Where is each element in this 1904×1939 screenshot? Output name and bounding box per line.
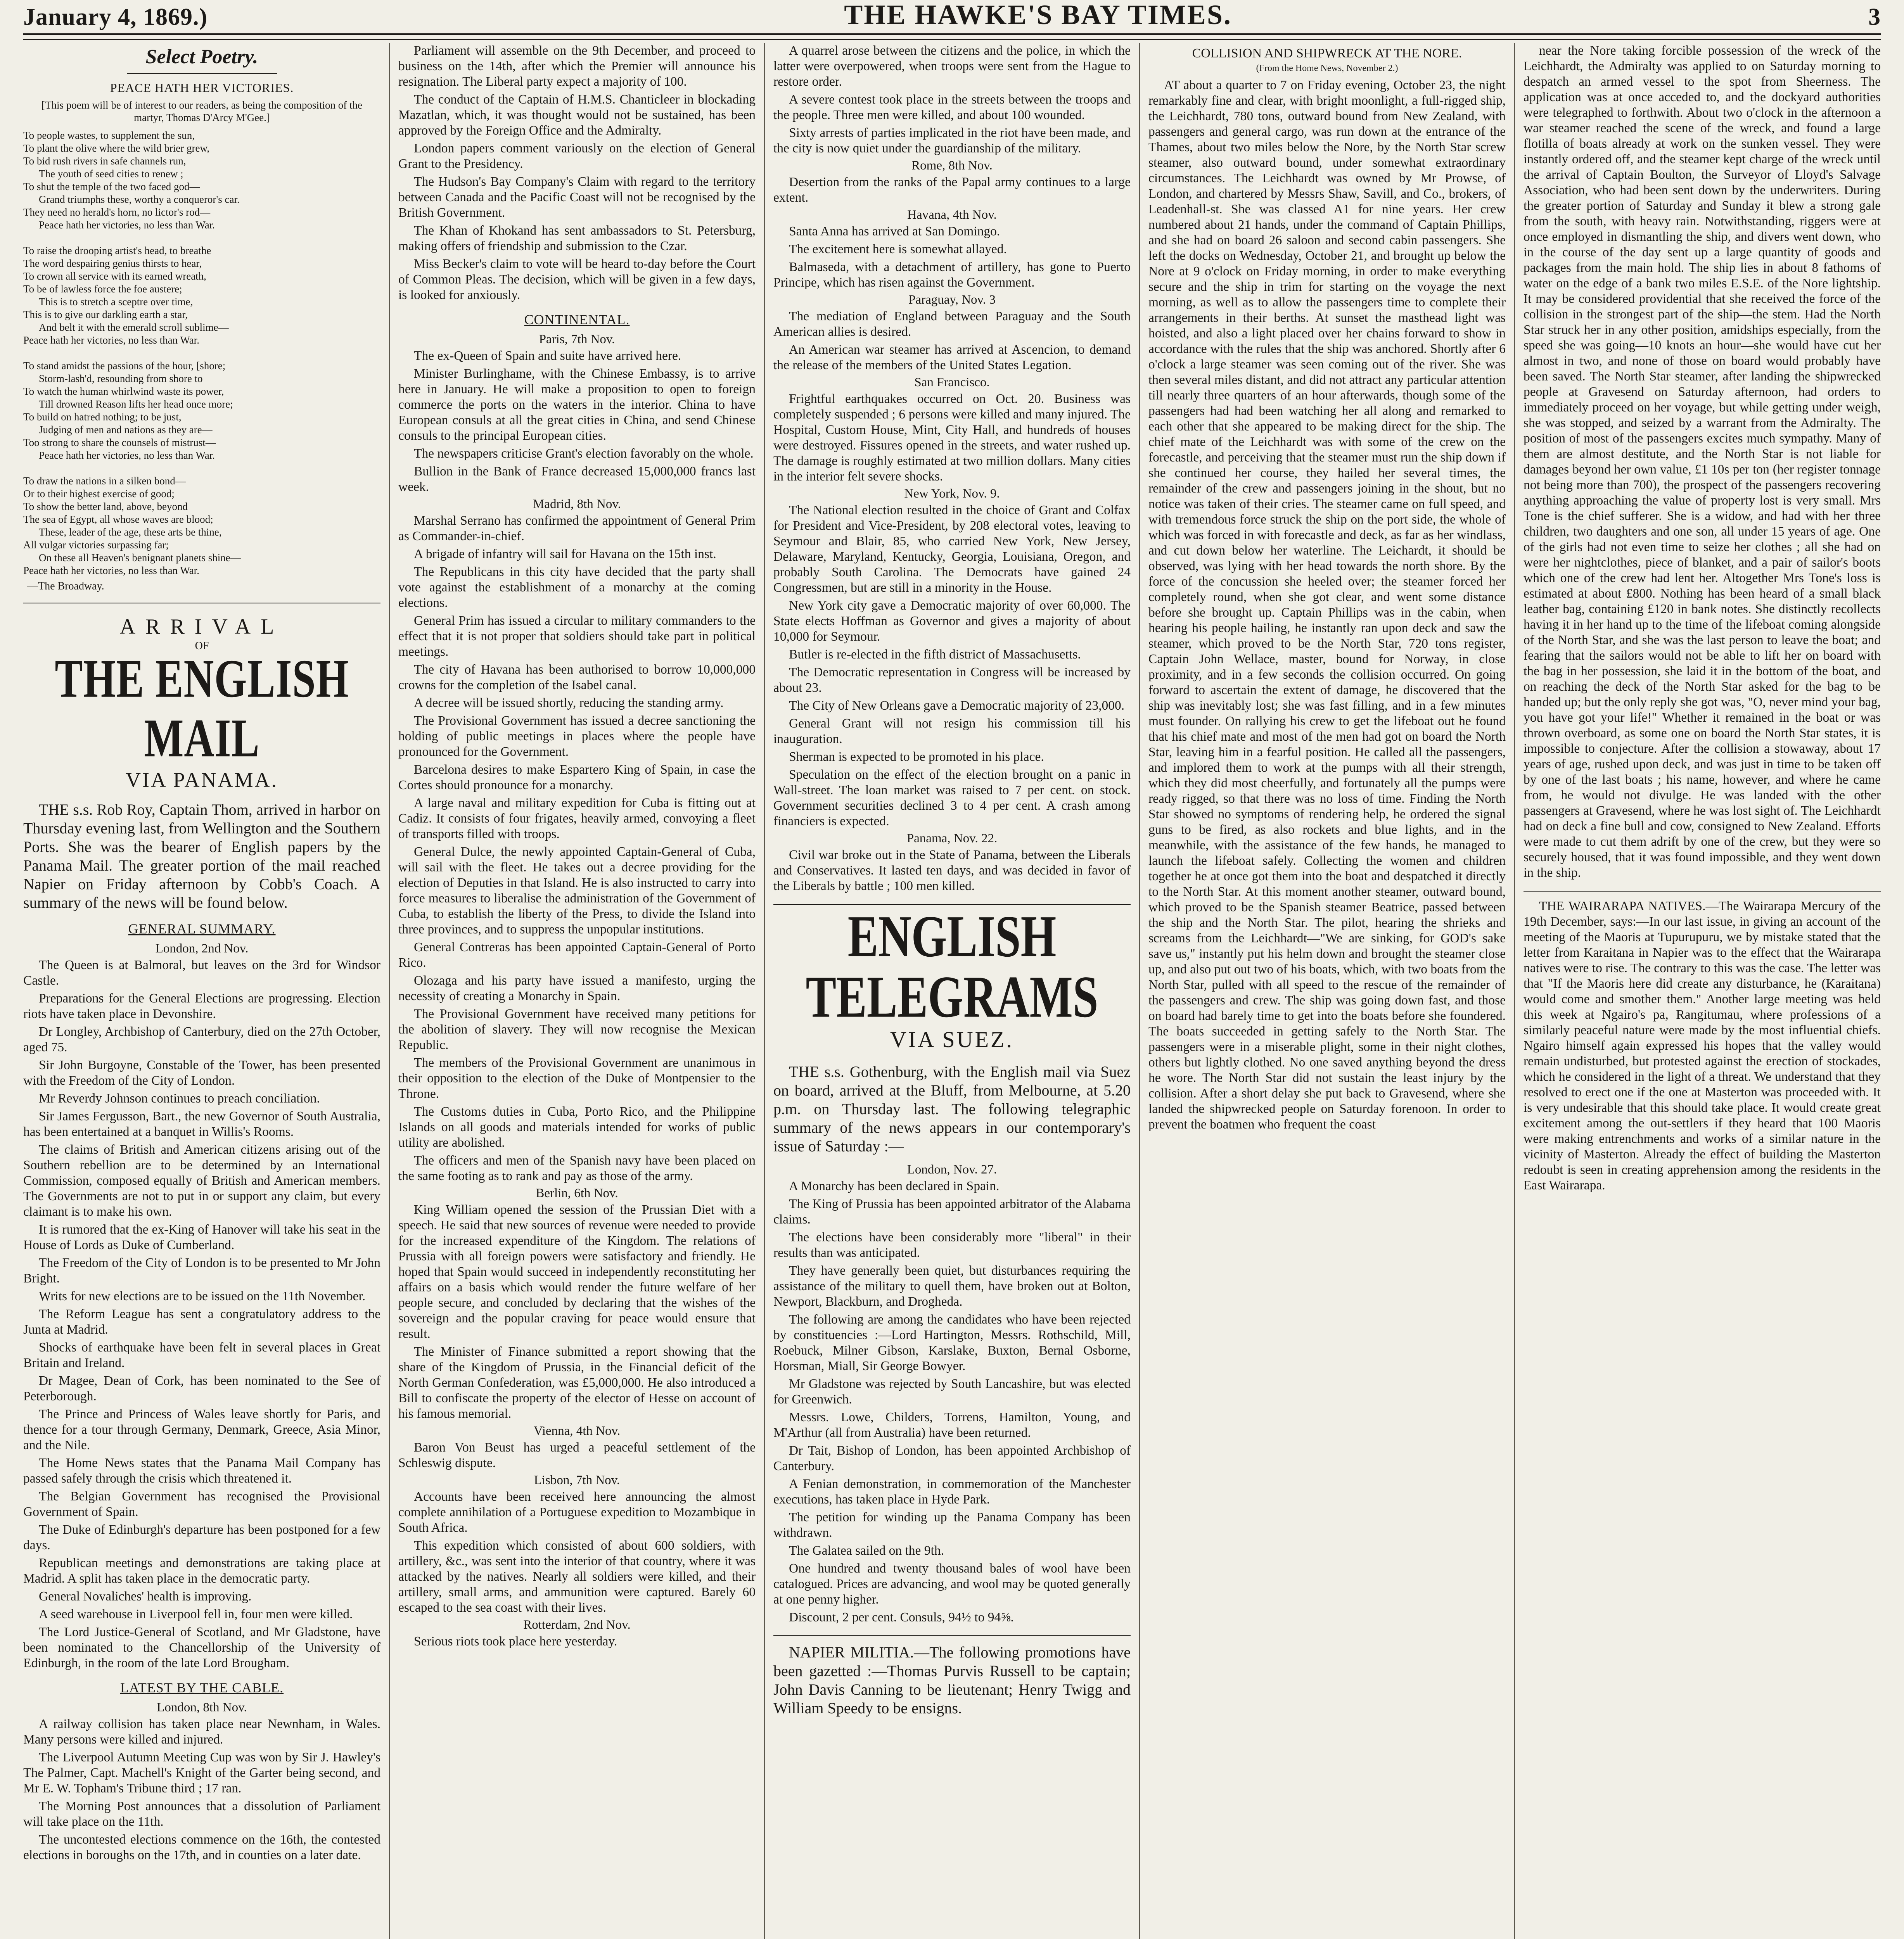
article-paragraph: The Belgian Government has recognised the Provisional Government of Spain. [23,1489,380,1519]
issue-date: January 4, 1869.) [23,4,208,30]
poem-line: To show the better land, above, beyond [23,501,188,512]
article-paragraph: Republican meetings and demonstrations are taking place at Madrid. A split has taken place in the democratic party. [23,1556,380,1586]
divider [127,73,277,74]
article-paragraph: Barcelona desires to make Espartero King of Spain, in case the Cortes should pronounce for a monarchy. [398,762,756,792]
article-paragraph: King William opened the session of the Prussian Diet with a speech. He said that new sources of revenue were needed to provide for the increased expenditure of the Kingdom. The relations of Prussia with all foreign powers were satisfactory and friendly. He hoped that Spain would succeed in independently reconstituting her affairs on a basis which would render the future welfare of her people secure, and concluded by declaring that the wishes of the sovereign and the popular craving for peace would ensure that result. [398,1203,756,1341]
militia-paragraph: NAPIER MILITIA.—The following promotions have been gazetted :—Thomas Purvis Russell to be captain; John Davis Canning to be lieutenant; Henry Twigg and William Speedy to be ensigns. [773,1643,1131,1717]
poem-line: This is to give our darkling earth a star, [23,309,188,320]
article-paragraph: Desertion from the ranks of the Papal army continues to a large extent. [773,175,1131,205]
poem-line: Or to their highest exercise of good; [23,488,175,499]
poem-line: To watch the human whirlwind waste its power, [23,385,224,397]
article-paragraph: Mr Reverdy Johnson continues to preach conciliation. [39,1091,320,1106]
divider [773,1635,1131,1636]
article-paragraph: General Grant will not resign his commission till his inauguration. [773,716,1131,746]
poetry-heading: Select Poetry. [145,46,258,68]
column-1 [23,43,389,1939]
dateline: Panama, Nov. 22. [906,831,998,845]
continental-heading: CONTINENTAL. [524,312,630,327]
article-paragraph: Olozaga and his party have issued a manifesto, urging the necessity of creating a Monarchy in Spain. [398,973,756,1003]
shipwreck-body [1148,78,1506,1132]
article-paragraph: Sixty arrests of parties implicated in the riot have been made, and the city is now quiet under the guardianship of the military. [773,126,1131,156]
article-paragraph: One hundred and twenty thousand bales of wool have been catalogued. Prices are advancing, and wool may be quoted generally at one penny higher. [773,1561,1131,1607]
arrival-heading: ARRIVAL [119,615,284,639]
rotterdam-body [398,1634,756,1649]
poem-line: Peace hath her victories, no less than War. [39,449,215,461]
article-paragraph: A Monarchy has been declared in Spain. [789,1179,1000,1193]
poem-line [23,347,380,359]
telegrams-lead-paragraph: THE s.s. Gothenburg, with the English mail via Suez on board, arrived at the Bluff, from Melbourne, at 5.20 p.m. on Thursday last. The following telegraphic summary of the news appears in our contemporary's issue of Saturday :— [773,1063,1131,1155]
article-paragraph: The Queen is at Balmoral, but leaves on the 3rd for Windsor Castle. [23,958,380,988]
article-paragraph: Miss Becker's claim to vote will be heard to-day before the Court of Common Pleas. The decision, which will be given in a few days, is looked for anxiously. [398,257,756,302]
poem-line: The word despairing genius thirsts to hear, [23,257,202,269]
column-3 [764,43,1139,1939]
poem-line: To crown all service with its earned wreath, [23,270,206,282]
article-paragraph: The petition for winding up the Panama Company has been withdrawn. [773,1510,1131,1540]
panama-body [773,847,1131,894]
poem-line: To stand amidst the passions of the hour, [shore; [23,360,226,372]
paraguay-body [773,309,1131,373]
via-suez-heading: VIA SUEZ. [890,1027,1014,1052]
page-number: 3 [1868,4,1881,30]
article-paragraph: The Republicans in this city have decided that the party shall vote against the establishment of a monarchy at the coming elections. [398,565,756,610]
article-paragraph: A severe contest took place in the streets between the troops and the people. Three men were killed, and about 100 wounded. [773,92,1131,122]
mail-lead-paragraph: THE s.s. Rob Roy, Captain Thom, arrived in harbor on Thursday evening last, from Wellington and the Southern Ports. She was the bearer of English papers by the Panama Mail. The greater portion of the mail reached Napier on Friday afternoon by Cobb's Coach. A summary of the news will be found below. [23,801,380,911]
article-paragraph: The newspapers criticise Grant's election favorably on the whole. [414,446,754,461]
dateline: Berlin, 6th Nov. [536,1186,618,1200]
article-paragraph: The Freedom of the City of London is to be presented to Mr John Bright. [23,1256,380,1286]
article-paragraph: It is rumored that the ex-King of Hanover will take his seat in the House of Lords as Duke of Cumberland. [23,1222,380,1252]
article-paragraph: Discount, 2 per cent. Consuls, 94½ to 94⅝. [789,1610,1014,1624]
article-paragraph: Bullion in the Bank of France decreased 15,000,000 francs last week. [398,464,756,494]
article-paragraph: The officers and men of the Spanish navy have been placed on the same footing as to rank and pay as those of the army. [398,1153,756,1183]
shipwreck-source: (From the Home News, November 2.) [1256,63,1398,73]
article-paragraph: Balmaseda, with a detachment of artillery, has gone to Puerto Principe, which has risen against the Government. [773,260,1131,290]
poem-source: —The Broadway. [27,580,104,592]
poem-line: The sea of Egypt, all whose waves are blood; [23,513,213,525]
poem-line: Peace hath her victories, no less than War. [23,565,199,576]
article-paragraph: Frightful earthquakes occurred on Oct. 20. Business was completely suspended ; 6 persons were killed and many injured. The Hospital, Custom House, Mint, City Hall, and hundreds of houses were destroyed. Fissures opened in the streets, and water rushed up. The damage is roughly estimated at two million dollars. Many cities in the interior felt severe shocks. [773,392,1131,484]
poem-line: To build on hatred nothing; to be just, [23,411,182,423]
poem-line: Judging of men and nations as they are— [39,424,213,435]
dateline: Vienna, 4th Nov. [533,1424,621,1438]
article-paragraph: The Galatea sailed on the 9th. [789,1543,944,1558]
article-paragraph: The elections have been considerably more "liberal" in their results than was anticipated. [773,1230,1131,1260]
new-york-body [773,503,1131,829]
article-paragraph: Sir John Burgoyne, Constable of the Tower, has been presented with the Freedom of the City of London. [23,1058,380,1088]
poem-line: This is to stretch a sceptre over time, [39,296,193,308]
article-paragraph: A quarrel arose between the citizens and the police, in which the latter were overpowered, when troops were sent from the Hague to restore order. [773,43,1131,89]
poem-line: To people wastes, to supplement the sun, [23,130,195,141]
article-paragraph: London papers comment variously on the election of General Grant to the Presidency. [398,141,756,171]
article-paragraph: Dr Magee, Dean of Cork, has been nominated to the See of Peterborough. [23,1374,380,1403]
article-paragraph: General Contreras has been appointed Captain-General of Porto Rico. [398,940,756,970]
dateline: Havana, 4th Nov. [907,208,997,222]
article-paragraph: Parliament will assemble on the 9th December, and proceed to business on the 14th, after which the Premier will announce his resignation. The Liberal party expect a majority of 100. [398,43,756,89]
poem-line: Storm-lash'd, resounding from shore to [39,373,203,384]
article-paragraph: Preparations for the General Elections are progressing. Election riots have taken place in Devonshire. [23,991,380,1021]
article-paragraph: The National election resulted in the choice of Grant and Colfax for President and Vice-President, by 208 electoral votes, leaving to Seymour and Blair, 85, who carried New York, New Jersey, Delaware, Maryland, Kentucky, Georgia, Louisiana, Oregon, and probably South Carolina. The Democrats have gained 24 Congressmen, but are still in a minority in the House. [773,503,1131,595]
article-paragraph: Dr Longley, Archbishop of Canterbury, died on the 27th October, aged 75. [23,1025,380,1054]
poem-line: To plant the olive where the wild brier grew, [23,142,209,154]
masthead-rule [23,33,1881,40]
poem-line: Peace hath her victories, no less than War. [39,219,215,231]
newspaper-title: THE HAWKE'S BAY TIMES. [844,0,1232,30]
riots-body [773,43,1131,156]
article-paragraph: The conduct of the Captain of H.M.S. Chanticleer in blockading Mazatlan, which, it was thought would not be sustained, has been approved by the Foreign Office and the Admiralty. [398,92,756,138]
poem-line: To shut the temple of the two faced god— [23,181,200,192]
article-paragraph: Writs for new elections are to be issued on the 11th November. [39,1289,366,1303]
poem-title: PEACE HATH HER VICTORIES. [110,81,294,95]
dateline: Madrid, 8th Nov. [533,497,621,511]
article-paragraph: The uncontested elections commence on the 16th, the contested elections in boroughs on the 17th, and in counties on a later date. [23,1832,380,1862]
article-paragraph: The ex-Queen of Spain and suite have arrived here. [414,349,681,363]
article-paragraph: A decree will be issued shortly, reducing the standing army. [414,696,724,710]
article-paragraph: The Duke of Edinburgh's departure has been postponed for a few days. [23,1523,380,1552]
article-paragraph: The King of Prussia has been appointed arbitrator of the Alabama claims. [773,1197,1131,1227]
article-paragraph: The Home News states that the Panama Mail Company has passed safely through the crisis which threatened it. [23,1456,380,1486]
poem-line [23,462,380,475]
poem-line: These, leader of the age, these arts be thine, [39,526,222,538]
poem-note: [This poem will be of interest to our readers, as being the composition of the martyr, Thomas D'Arcy M'Gee.] [41,99,363,123]
poem-line: To raise the drooping artist's head, to breathe [23,245,211,256]
article-paragraph: The city of Havana has been authorised to borrow 10,000,000 crowns for the completion of the Isabel canal. [398,662,756,692]
article-paragraph: General Prim has issued a circular to military commanders to the effect that it is not proper that soldiers should take part in political meetings. [398,613,756,659]
poem-line: The youth of seed cities to renew ; [39,168,183,180]
poem-line: To be of lawless force the foe austere; [23,283,182,295]
wairarapa-paragraph: THE WAIRARAPA NATIVES.—The Wairarapa Mercury of the 19th December, says:—In our last issue, in giving an account of the meeting of the Maoris at Tupurupuru, we by mistake stated that the letter from Karaitana in Napier was to the effect that the Wairarapa natives were to rise. The contrary to this was the case. The letter was that "If the Maoris here did create any disturbance, he (Karaitana) would come and smother them." Another large meeting was held this week at Ngairo's pa, Rangitumau, where professions of a similarly peaceful nature were made by the most influential chiefs. Ngairo himself again expressed his hopes that the valley would remain undisturbed, but protested against the erection of stockades, which he considered in the light of a threat. We understand that they resolved to erect one if the one at Masterton was proceeded with. It is very undesirable that this should take place. It would create great excitement among the out-settlers if they heard that 100 Maoris were making entrenchments and works of a similar nature in the vicinity of Masterton. Already the effect of building the Masterton redoubt is seen in creating apprehension among the residents in the East Wairarapa. [1524,899,1881,1192]
poem-line [23,232,380,244]
dateline: Lisbon, 7th Nov. [534,1473,620,1487]
poem-body [23,129,380,577]
dateline: London, 2nd Nov. [155,942,249,956]
london-body [773,1179,1131,1625]
article-paragraph: The Customs duties in Cuba, Porto Rico, and the Philippine Islands on all goods and materials intended for works of public utility are abolished. [398,1104,756,1150]
article-paragraph: New York city gave a Democratic majority of over 60,000. The State elects Hoffman as Governor and gives a majority of about 10,000 for Seymour. [773,598,1131,644]
poem-line: To bid rush rivers in safe channels run, [23,155,186,167]
vienna-body [398,1440,756,1471]
poem-line: All vulgar victories surpassing far; [23,539,169,551]
of-label: OF [195,640,209,652]
article-paragraph: The Minister of Finance submitted a report showing that the share of the Kingdom of Prussia, in the Financial deficit of the North German Confederation, was £5,000,000. He also introduced a Bill to confiscate the property of the elector of Hesse on account of his famous memorial. [398,1345,756,1421]
article-paragraph: Marshal Serrano has confirmed the appointment of General Prim as Commander-in-chief. [398,513,756,543]
article-paragraph: Mr Gladstone was rejected by South Lancashire, but was elected for Greenwich. [773,1377,1131,1407]
article-paragraph: The Khan of Khokand has sent ambassadors to St. Petersburg, making offers of friendship and submission to the Czar. [398,223,756,253]
poem-line: Till drowned Reason lifts her head once more; [39,398,233,410]
article-paragraph: The members of the Provisional Government are unanimous in their opposition to the election of the Duke of Montpensier to the Throne. [398,1056,756,1101]
dateline: London, 8th Nov. [157,1701,247,1714]
article-paragraph: Santa Anna has arrived at San Domingo. [789,224,1000,238]
article-paragraph: A railway collision has taken place near Newnham, in Wales. Many persons were killed and injured. [23,1717,380,1747]
article-paragraph: The mediation of England between Paraguay and the South American allies is desired. [773,309,1131,339]
english-telegrams-heading: ENGLISH TELEGRAMS [806,903,1098,1030]
article-paragraph: The Provisional Government have received many petitions for the abolition of slavery. They will now recognise the Mexican Republic. [398,1007,756,1052]
article-paragraph: General Dulce, the newly appointed Captain-General of Cuba, will sail with the fleet. He takes out a decree providing for the election of Deputies in that Island. He is also instructed to carry into force measures to liberalise the administration of the Government of Cuba, to establish the liberty of the Press, to divide the Island into three provinces, and to suppress the unpopular institutions. [398,845,756,937]
poem-line: To draw the nations in a silken bond— [23,475,186,487]
columns [23,43,1881,1939]
article-paragraph: The Morning Post announces that a dissolution of Parliament will take place on the 11th. [23,1799,380,1829]
via-panama-heading: VIA PANAMA. [125,768,278,791]
article-paragraph: The excitement here is somewhat allayed. [789,242,1007,256]
column-4 [1139,43,1514,1939]
masthead [23,0,1881,31]
lisbon-body [398,1489,756,1616]
article-paragraph: A seed warehouse in Liverpool fell in, four men were killed. [39,1607,353,1621]
article-paragraph: Butler is re-elected in the fifth district of Massachusetts. [789,647,1081,662]
article-paragraph: The Prince and Princess of Wales leave shortly for Paris, and thence for a tour through Germany, Denmark, Greece, Asia Minor, and the Nile. [23,1407,380,1452]
paris-body [398,348,756,495]
article-paragraph: General Novaliches' health is improving. [39,1589,252,1604]
article-paragraph: An American war steamer has arrived at Ascencion, to demand the release of the members of the United States Legation. [773,342,1131,372]
rome-body [773,175,1131,206]
article-paragraph: Messrs. Lowe, Childers, Torrens, Hamilton, Young, and M'Arthur (all from Australia) have been returned. [773,1410,1131,1440]
cable-body [23,1716,380,1863]
article-paragraph: Dr Tait, Bishop of London, has been appointed Archbishop of Canterbury. [773,1443,1131,1473]
article-paragraph: Minister Burlinghame, with the Chinese Embassy, is to arrive here in January. He will make a proposition to open to foreign commerce the ports on the waters in the interior. China to have European consuls at all the great cities in China, and send Chinese consuls to the principal European cities. [398,366,756,443]
article-paragraph: A brigade of infantry will sail for Havana on the 15th inst. [414,547,716,561]
article-paragraph: The Democratic representation in Congress will be increased by about 23. [773,665,1131,695]
article-paragraph: Accounts have been received here announcing the almost complete annihilation of a Portuguese expedition to Mozambique in South Africa. [398,1490,756,1535]
dateline: Paraguay, Nov. 3 [908,293,996,307]
article-paragraph: The following are among the candidates who have been rejected by constituencies :—Lord Hartington, Messrs. Rothschild, Mill, Roebuck, Milner Gibson, Karslake, Buxton, Bernal Osborne, Horsman, Miall, Sir George Bowyer. [773,1312,1131,1373]
dateline: Rome, 8th Nov. [911,159,993,173]
article-paragraph: The Hudson's Bay Company's Claim with regard to the territory between Canada and the Pacific Coast will not be recognised by the British Government. [398,175,756,220]
berlin-body [398,1202,756,1422]
article-paragraph: Shocks of earthquake have been felt in several places in Great Britain and Ireland. [23,1340,380,1370]
general-summary-body [23,957,380,1671]
poem-line: And belt it with the emerald scroll sublime— [39,321,229,333]
column-2 [389,43,764,1939]
havana-body [773,224,1131,290]
cable-heading: LATEST BY THE CABLE. [120,1680,284,1695]
poem-line: On these all Heaven's benignant planets shine— [39,552,241,563]
shipwreck-continued-body [1524,43,1881,881]
article-paragraph: The Liverpool Autumn Meeting Cup was won by Sir J. Hawley's The Palmer, Capt. Machell's Knight of the Garter being second, and Mr E. W. Topham's Tribune third ; 17 ran. [23,1750,380,1796]
dateline: San Francisco. [914,375,990,389]
article-paragraph: Serious riots took place here yesterday. [414,1634,617,1649]
article-paragraph: The Lord Justice-General of Scotland, and Mr Gladstone, have been nominated to the Chancellorship of the University of Edinburgh, in the room of the late Lord Brougham. [23,1625,380,1670]
dateline: Paris, 7th Nov. [539,332,615,346]
madrid-body [398,513,756,1184]
parliament-body [398,43,756,303]
dateline: Rotterdam, 2nd Nov. [523,1618,631,1632]
article-paragraph: Civil war broke out in the State of Panama, between the Liberals and Conservatives. It lasted ten days, and was decided in favor of the Liberals by battle ; 100 men killed. [773,848,1131,893]
article-paragraph: A Fenian demonstration, in commemoration of the Manchester executions, has taken place in Hyde Park. [773,1477,1131,1507]
article-paragraph: The Provisional Government has issued a decree sanctioning the holding of public meetings in places where the people have pronounced for the Government. [398,714,756,759]
poem-line: They need no herald's horn, no lictor's rod— [23,206,211,218]
article-paragraph: Baron Von Beust has urged a peaceful settlement of the Schleswig dispute. [398,1440,756,1470]
shipwreck-heading: COLLISION AND SHIPWRECK AT THE NORE. [1192,46,1462,60]
article-paragraph: This expedition which consisted of about 600 soldiers, with artillery, &c., was sent into the interior of that country, where it was attacked by the natives. Nearly all soldiers were killed, and their artillery, small arms, and ammunition were captured. Barely 60 escaped to the sea coast with their lives. [398,1538,756,1615]
article-paragraph: Speculation on the effect of the election brought on a panic in Wall-street. The loan market was raised to 7 per cent. on stock. Government securities declined 3 to 4 per cent. A crash among financiers is expected. [773,767,1131,828]
poem-line: Peace hath her victories, no less than War. [23,334,199,346]
dateline: New York, Nov. 9. [904,487,1000,501]
article-paragraph: A large naval and military expedition for Cuba is fitting out at Cadiz. It consists of four frigates, heavily armed, convoying a fleet of transports filled with troops. [398,796,756,841]
article-paragraph: The claims of British and American citizens arising out of the Southern rebellion are to be determined by an International Commission, composed equally of British and American members. The Governments are not to put in or support any claim, but every claimant is to make his own. [23,1142,380,1219]
divider [1524,891,1881,892]
column-5 [1514,43,1881,1939]
article-paragraph: AT about a quarter to 7 on Friday evening, October 23, the night remarkably fine and clear, with bright moonlight, a full-rigged ship, the Leichhardt, 780 tons, outward bound from New Zealand, with passengers and general cargo, was run down at the entrance of the Thames, about two miles below the Nore, by the North Star screw steamer, also outward bound, under somewhat extraordinary circumstances. The Leichhardt was owned by Mr Prowse, of London, and chartered by Messrs Shaw, Savill, and Co., brokers, of Leadenhall-st. She was classed A1 for nine years. Her crew numbered about 21 hands, under the command of Captain Phillips, and she had on board 26 saloon and second cabin passengers. She left the docks on Wednesday, October 21, and brought up below the Nore at 9 o'clock on Friday morning, in order to make everything secure and the ship in trim for starting on the voyage the next morning, as well as to allow the passengers time to complete their arrangements in their berths. At sunset the masthead light was hoisted, and also a light placed over her chains forward to show in accordance with the rules that the ship was anchored. Shortly after 6 o'clock a large steamer was seen coming out of the river. She was then several miles distant, and did not attract any particular attention till nearly three quarters of an hour afterwards, though some of the passengers had had been watching her all along and remarked to each other that she appeared to be making direct for the ship. The chief mate of the Leichhardt was with some of the crew on the forecastle, and perceiving that the steamer must run the ship down if she continued her course, they hailed her several times, the remainder of the crew and passengers joining in the shout, but no notice was taken of their cries. The steamer came on full speed, and with tremendous force struck the ship on the port side, the whole of which was forced in with forecastle and deck, as far as her windlass, and cut down below her waterline. The Leichardt, it should be observed, was lying with her head towards the north shore. By the force of the concussion she heeled over; the steamer forced her completely round, when she got clear, and went some distance before she brought up. Captain Phillips was in the cabin, when hearing his people hailing, he instantly ran upon deck and saw the steamer, which proved to be the North Star, 720 tons register, Captain John Wellace, master, bound for Norway, in close proximity, and in a few seconds the collision occurred. On going forward to ascertain the extent of damage, he discovered that the ship was inevitably lost; she was fast filling, and in a few minutes must founder. On rallying his crew to get the lifeboat out he found that his chief mate and most of the men had got on board the North Star, leaving him in a fearful position. He called all the passengers, and implored them to work at the pumps with all their strength, which they did most cheerfully, and fortunately all the pumps were ready rigged, so that there was no loss of time. Finding the North Star showed no symptoms of rendering help, he ordered the signal guns to be fired, as also rockets and blue lights, and in the meanwhile, with the assistance of the few hands, he managed to launch the lifeboat safely. Collecting the women and children together he at once got them into the boat and despatched it directly to the North Star. At this moment another steamer, outward bound, which proved to be the Spanish steamer Beatrice, passed between the ship and the North Star. The pilot, hearing the shrieks and screams from the Leichhardt—"We are sinking, for GOD's sake save us," instantly put his helm down and brought the steamer close up, and also put out two of his boats, which, with two boats from the North Star, pulled with all speed to the rescue of the remainder of the passengers and crew. The ship was going down fast, and those on board had barely time to get into the boats before she foundered. The boats succeeded in getting safely to the North Star. The passengers were in a miserable plight, some in their night clothes, others but lightly clothed. No one saved anything beyond the dress he wore. The North Star did not sustain the least injury by the collision. After a short delay she put back to Gravesend, where she landed the shipwrecked people on Saturday forenoon. In order to prevent the boatmen who frequent the coast [1148,78,1506,1132]
article-paragraph: The City of New Orleans gave a Democratic majority of 23,000. [789,698,1125,713]
dateline: London, Nov. 27. [907,1163,997,1177]
poem-line: Grand triumphs these, worthy a conqueror's car. [39,194,240,205]
san-francisco-body [773,391,1131,484]
article-paragraph: near the Nore taking forcible possession of the wreck of the Leichhardt, the Admiralty was applied to on Saturday morning to despatch an armed vessel to the spot from Sheerness. The application was at once acceded to, and the dockyard authorities were telegraphed to forthwith. About two o'clock in the afternoon a war steamer reached the scene of the wreck, and found a large flotilla of boats already at work on the sunken vessel. They were instantly ordered off, and the steamer kept charge of the wreck until the arrival of Captain Boulton, the Surveyor of Lloyd's Salvage Association, who had been sent down by the underwriters. During the greater portion of Saturday and Sunday it blew a strong gale from the south, with heavy rain. Notwithstanding, riggers were at once employed in dismantling the ship, and divers went down, who in the course of the day sent up a large quantity of goods and packages from the main hold. The ship lies in about 8 fathoms of water on the edge of a bank two miles E.S.E. of the Nore lightship. It may be considered providential that she received the force of the collision in the strongest part of the ship—the stem. Had the North Star struck her in any other position, amidships especially, from the speed she was going—10 knots an hour—she would have cut her almost in two, and none of those on board would probably have been saved. The North Star steamer, after landing the shipwrecked people at Gravesend on Saturday afternoon, had orders to immediately proceed on her voyage, but while getting under weigh, she was stopped, and seized by a warrant from the Admiralty. The position of most of the passengers excites much sympathy. Many of them are almost destitute, and the North Star is not liable for damages beyond her own value, £1 10s per ton (her register tonnage not being more than 700), the prospect of the passengers recovering anything approaching the value of property lost is very small. Mrs Tone is the chief sufferer. She is a widow, and had with her three children, two daughters and one son, all under 15 years of age. One of the girls had not even time to seize her clothes ; all she had on were her nightclothes, piece of blanket, and a pair of sailor's boots which one of the crew had lent her. Altogether Mrs Tone's loss is estimated at about £800. Nothing has been heard of a small black leather bag, containing £120 in bank notes. She distinctly recollects having it in her hand up to the time of the lifeboat coming alongside of the North Star, and she was the last person to leave the boat; and fearing that the sailors would not be able to lift her on board with the bag in her possession, she laid it in the bottom of the boat, and on reaching the deck of the North Star asked for the bag to be handed up; but the only reply she got was, "O, never mind your bag, you have got your life!" Whether it remained in the boat or was thrown overboard, as some one on board the North Star states, it is impossible to conjecture. After the collision a stowaway, about 17 years of age, rushed upon deck, and was just in time to be taken off by one of the last boats ; his name, however, and where he came from, he would not divulge. He was landed with the other passengers at Gravesend, where he was lost sight of. The Leichhardt had on deck a fine bull and cow, consigned to New Zealand. Efforts were made to cut them adrift by one of the crew, but they were so securely housed, that it was found impossible, and they went down in the ship. [1524,43,1881,880]
article-paragraph: Sir James Fergusson, Bart., the new Governor of South Australia, has been entertained at a banquet in Willis's Rooms. [23,1109,380,1139]
english-mail-heading: THE ENGLISH MAIL [55,649,349,769]
article-paragraph: They have generally been quiet, but disturbances requiring the assistance of the military to quell them, have broken out at Bolton, Newport, Blackburn, and Drogheda. [773,1263,1131,1309]
general-summary-heading: GENERAL SUMMARY. [128,921,276,937]
article-paragraph: Sherman is expected to be promoted in his place. [789,750,1044,764]
article-paragraph: The Reform League has sent a congratulatory address to the Junta at Madrid. [23,1307,380,1337]
poem-line: Too strong to share the counsels of mistrust— [23,437,216,448]
